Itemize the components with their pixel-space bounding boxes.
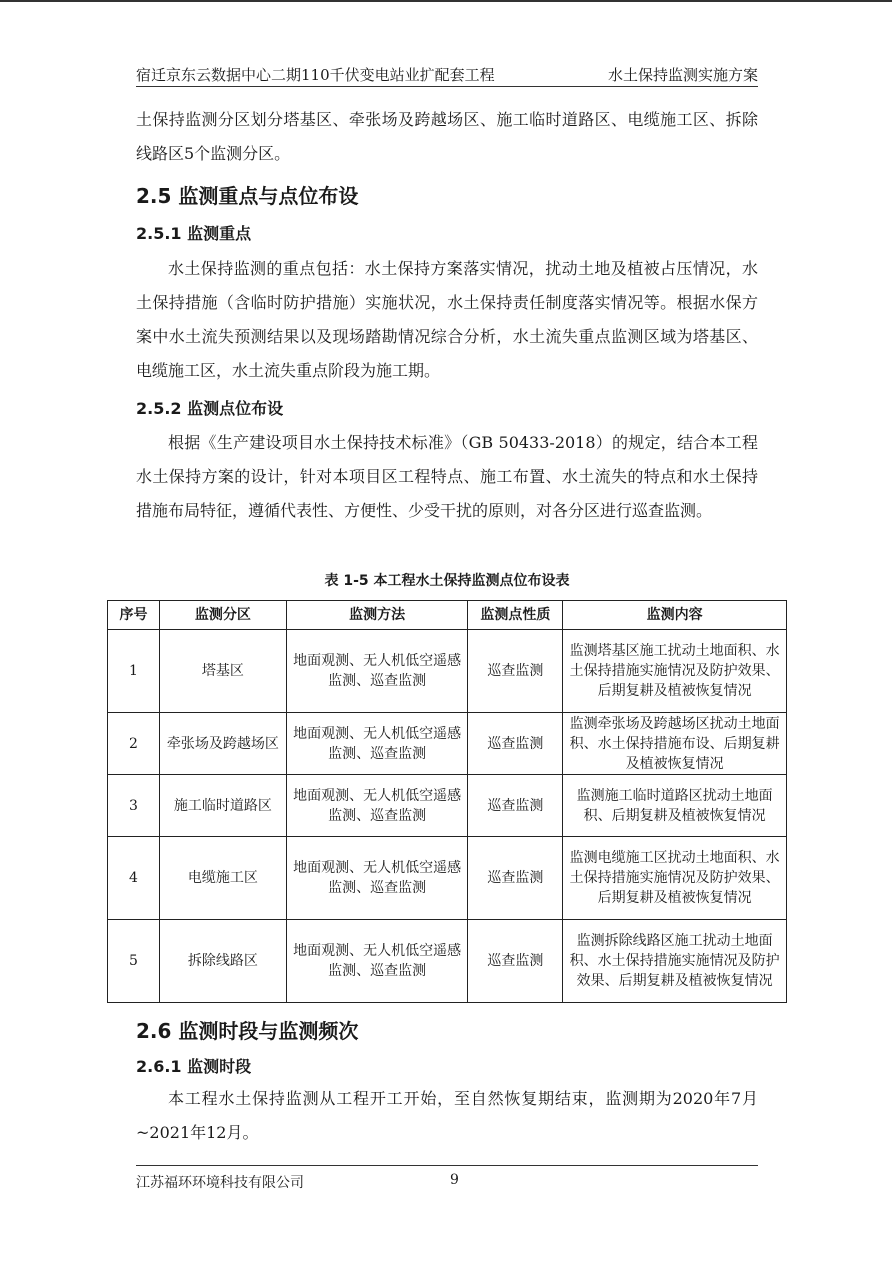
cell-index: 4	[108, 837, 160, 920]
header-project-title: 宿迁京东云数据中心二期110千伏变电站业扩配套工程	[136, 66, 495, 84]
section-2-5-heading: 2.5 监测重点与点位布设	[136, 184, 359, 208]
cell-method: 地面观测、无人机低空遥感监测、巡查监测	[286, 713, 468, 775]
page-header	[136, 62, 758, 87]
cell-index: 2	[108, 713, 160, 775]
cell-content: 监测电缆施工区扰动土地面积、水土保持措施实施情况及防护效果、后期复耕及植被恢复情况	[563, 837, 787, 920]
cell-point-type: 巡查监测	[468, 837, 563, 920]
cell-point-type: 巡查监测	[468, 775, 563, 837]
section-2-5-2-heading: 2.5.2 监测点位布设	[136, 399, 284, 418]
cell-content: 监测施工临时道路区扰动土地面积、后期复耕及植被恢复情况	[563, 775, 787, 837]
table-row	[108, 713, 787, 775]
cell-method: 地面观测、无人机低空遥感监测、巡查监测	[286, 837, 468, 920]
cell-content: 监测牵张场及跨越场区扰动土地面积、水土保持措施布设、后期复耕及植被恢复情况	[563, 713, 787, 775]
cell-method: 地面观测、无人机低空遥感监测、巡查监测	[286, 630, 468, 713]
header-cell-zone: 监测分区	[159, 601, 286, 630]
header-cell-point-type: 监测点性质	[468, 601, 563, 630]
header-document-title: 水土保持监测实施方案	[607, 66, 758, 84]
table-row	[108, 630, 787, 713]
monitoring-points-table	[107, 600, 787, 1003]
section-2-5-1-heading: 2.5.1 监测重点	[136, 224, 252, 243]
table-caption: 表 1-5 本工程水土保持监测点位布设表	[324, 573, 570, 589]
header-cell-content: 监测内容	[563, 601, 787, 630]
page-number: 9	[450, 1172, 459, 1188]
cell-point-type: 巡查监测	[468, 630, 563, 713]
cell-method: 地面观测、无人机低空遥感监测、巡查监测	[286, 775, 468, 837]
table-header-row	[108, 601, 787, 630]
cell-point-type: 巡查监测	[468, 920, 563, 1003]
cell-zone: 施工临时道路区	[159, 775, 286, 837]
section-2-5-2-paragraph: 根据《生产建设项目水土保持技术标准》（GB 50433-2018）的规定，结合本工程水土保持方案的设计，针对本项目区工程特点、施工布置、水土流失的特点和水土保持措施布局特征，遵循代表性、方便性、少受干扰的原则，对各分区进行巡查监测。	[136, 433, 758, 520]
table-row	[108, 837, 787, 920]
section-2-6-1-heading: 2.6.1 监测时段	[136, 1057, 252, 1076]
table-row	[108, 920, 787, 1003]
intro-paragraph: 土保持监测分区划分塔基区、牵张场及跨越场区、施工临时道路区、电缆施工区、拆除线路区5个监测分区。	[136, 110, 758, 163]
cell-index: 3	[108, 775, 160, 837]
header-cell-method: 监测方法	[286, 601, 468, 630]
section-2-6-heading: 2.6 监测时段与监测频次	[136, 1019, 359, 1043]
page-footer	[136, 1165, 758, 1192]
cell-zone: 电缆施工区	[159, 837, 286, 920]
section-2-6-1-paragraph: 本工程水土保持监测从工程开工开始，至自然恢复期结束，监测期为2020年7月~2021年12月。	[136, 1089, 758, 1142]
cell-index: 1	[108, 630, 160, 713]
cell-method: 地面观测、无人机低空遥感监测、巡查监测	[286, 920, 468, 1003]
table-row	[108, 775, 787, 837]
cell-content: 监测拆除线路区施工扰动土地面积、水土保持措施实施情况及防护效果、后期复耕及植被恢复情况	[563, 920, 787, 1003]
header-cell-index: 序号	[108, 601, 160, 630]
cell-index: 5	[108, 920, 160, 1003]
cell-zone: 塔基区	[159, 630, 286, 713]
top-border	[0, 0, 892, 2]
section-2-5-1-paragraph: 水土保持监测的重点包括：水土保持方案落实情况，扰动土地及植被占压情况，水土保持措施（含临时防护措施）实施状况，水土保持责任制度落实情况等。根据水保方案中水土流失预测结果以及现场踏勘情况综合分析，水土流失重点监测区域为塔基区、电缆施工区，水土流失重点阶段为施工期。	[136, 259, 758, 380]
footer-company: 江苏福环环境科技有限公司	[136, 1175, 304, 1191]
cell-zone: 拆除线路区	[159, 920, 286, 1003]
cell-zone: 牵张场及跨越场区	[159, 713, 286, 775]
cell-point-type: 巡查监测	[468, 713, 563, 775]
cell-content: 监测塔基区施工扰动土地面积、水土保持措施实施情况及防护效果、后期复耕及植被恢复情况	[563, 630, 787, 713]
